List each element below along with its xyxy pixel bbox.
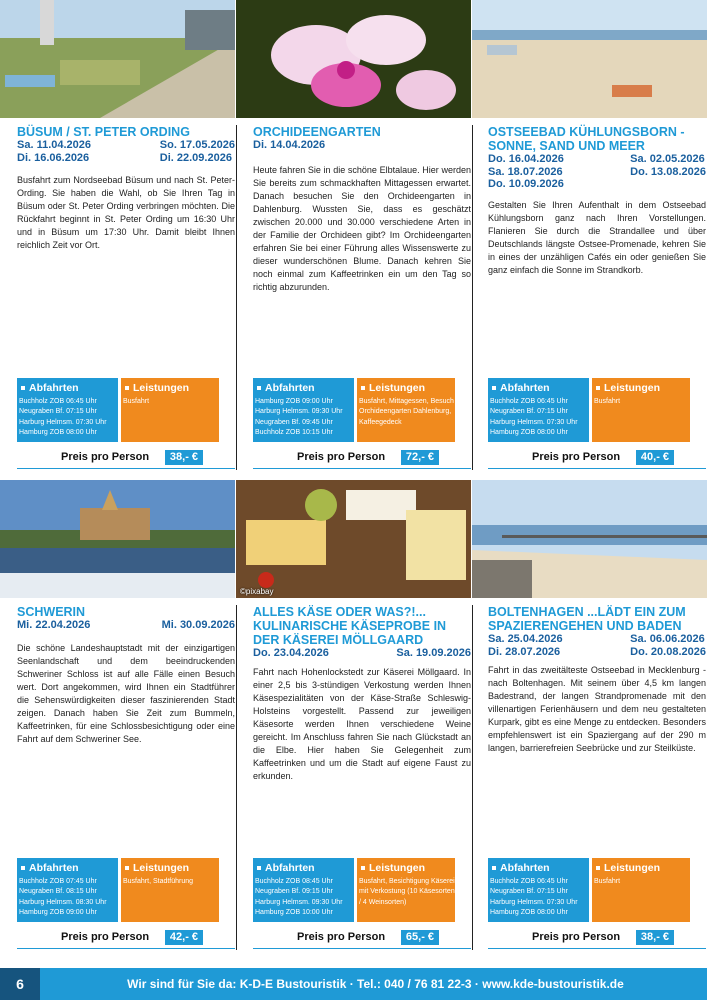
departures-box bbox=[17, 858, 118, 922]
price-value: 38,- € bbox=[636, 930, 674, 945]
date: So. 17.05.2026 bbox=[159, 139, 235, 151]
price-row bbox=[17, 449, 235, 469]
departure: Neugraben Bf. 09:45 Uhr bbox=[255, 418, 333, 426]
tour-title: OSTSEEBAD KÜHLUNGSBORN - SONNE, SAND UND MEER bbox=[488, 125, 685, 153]
price-label: Preis pro Person bbox=[532, 931, 621, 943]
departure: Hamburg ZOB 09:00 Uhr bbox=[19, 908, 97, 916]
departure: Buchholz ZOB 06:45 Uhr bbox=[490, 398, 568, 405]
departure: Neugraben Bf. 07:15 Uhr bbox=[490, 408, 568, 416]
departure: Buchholz ZOB 08:45 Uhr bbox=[255, 878, 333, 885]
departure: Neugraben Bf. 09:15 Uhr bbox=[255, 888, 333, 896]
departure: Harburg Helmsm. 09:30 Uhr bbox=[255, 408, 343, 416]
tour-title: BOLTENHAGEN ...LÄDT EIN ZUM SPAZIERENGEHEN UND BADEN bbox=[488, 605, 686, 633]
page-number: 6 bbox=[0, 968, 40, 1000]
price-value: 72,- € bbox=[401, 450, 439, 465]
footer-contact: Wir sind für Sie da: K-D-E Bustouristik · Tel.: 040 / 76 81 22-3 · www.kde-bustouristik.de bbox=[127, 977, 624, 991]
departure: Neugraben Bf. 07:15 Uhr bbox=[490, 888, 568, 896]
services-text: Busfahrt, Stadtführung bbox=[123, 878, 194, 885]
services-text: Busfahrt bbox=[594, 398, 621, 405]
tour-dates bbox=[17, 139, 235, 164]
services-text: Busfahrt, Mittagessen, Besuch Orchideengarten Dahlenburg, Kaffeegedeck bbox=[359, 398, 454, 426]
tour-schwerin bbox=[17, 605, 235, 746]
services-text: Busfahrt, Besichtigung Käserei mit Verkostung (10 Käsesorten / 4 Weinsorten) bbox=[359, 878, 455, 906]
tour-description: Fahrt in das zweitälteste Ostseebad in Mecklenburg - nach Boltenhagen. Mit seinem über 4,5 km langen Badestrand, der langen Strandpromenade mit den villenartigen Ferienhäusern und dem neu gestalteten Kurpark, gibt es eine Menge zu entdecken. Besonders empfehlenswert ist ein Spaziergang auf der 290 m langen, barrierefreien Seebrücke und zur Steilküste. bbox=[488, 665, 706, 753]
departure: Buchholz ZOB 06:45 Uhr bbox=[19, 398, 97, 405]
tour-dates bbox=[253, 139, 471, 152]
column-divider bbox=[236, 605, 237, 950]
date: Mi. 22.04.2026 bbox=[17, 619, 91, 631]
services-heading: Leistungen bbox=[369, 862, 426, 874]
photo-cheese-platter bbox=[236, 480, 471, 598]
price-label: Preis pro Person bbox=[297, 451, 386, 463]
departure: Buchholz ZOB 06:45 Uhr bbox=[490, 878, 568, 885]
photo-orchid bbox=[236, 0, 471, 118]
tour-dates bbox=[488, 633, 706, 658]
date: Do. 13.08.2026 bbox=[630, 165, 706, 178]
price-label: Preis pro Person bbox=[532, 451, 621, 463]
departures-box bbox=[17, 378, 118, 442]
tour-description: Busfahrt zum Nordseebad Büsum und nach St. Peter-Ording. Sie haben die Wahl, ob Sie Ihren Tag in Büsum oder St. Peter Ording verbringen möchten. Die Rückfahrt beginnt in St. Peter Ording um 16:30 Uhr und in Büsum um 17:30 Uhr. Damit bleibt Ihnen reichlich Zeit vor Ort. bbox=[17, 175, 235, 250]
tour-kaese bbox=[253, 605, 471, 783]
photo-kuehlungsborn-beach bbox=[472, 0, 707, 118]
date: Sa. 06.06.2026 bbox=[630, 633, 705, 645]
services-text: Busfahrt bbox=[594, 878, 621, 885]
price-row bbox=[488, 449, 706, 469]
departure: Harburg Helmsm. 08:30 Uhr bbox=[19, 898, 107, 906]
tour-title: ORCHIDEENGARTEN bbox=[253, 125, 381, 139]
tour-kuehlungsborn bbox=[488, 125, 706, 277]
tour-dates bbox=[488, 153, 706, 191]
tour-description: Gestalten Sie Ihren Aufenthalt in dem Ostseebad Kühlungsborn ganz nach Ihren Vorstellungen. Flanieren Sie durch die Strandallee und über Deutschlands längste Ostsee-Promenade, kehren Sie in eines der unzähligen Cafés ein oder genießen Sie ganz einfach die Sonne im Strandkorb. bbox=[488, 199, 706, 275]
services-heading: Leistungen bbox=[133, 382, 190, 394]
departure: Buchholz ZOB 10:15 Uhr bbox=[255, 428, 333, 436]
services-box bbox=[592, 378, 690, 442]
date: Sa. 19.09.2026 bbox=[396, 647, 471, 659]
departures-heading: Abfahrten bbox=[500, 862, 550, 874]
services-box bbox=[357, 858, 455, 922]
date: Sa. 18.07.2026 bbox=[488, 165, 563, 178]
departure: Neugraben Bf. 07:15 Uhr bbox=[19, 408, 97, 416]
services-heading: Leistungen bbox=[604, 382, 661, 394]
departures-heading: Abfahrten bbox=[500, 382, 550, 394]
date: Di. 22.09.2026 bbox=[159, 151, 232, 164]
departures-box bbox=[488, 378, 589, 442]
price-label: Preis pro Person bbox=[61, 451, 150, 463]
departures-heading: Abfahrten bbox=[265, 862, 315, 874]
price-row bbox=[488, 929, 706, 949]
column-divider bbox=[236, 125, 237, 470]
departures-heading: Abfahrten bbox=[29, 862, 79, 874]
price-value: 40,- € bbox=[636, 450, 674, 465]
services-box bbox=[592, 858, 690, 922]
departures-box bbox=[253, 858, 354, 922]
tour-title: BÜSUM / ST. PETER ORDING bbox=[17, 125, 190, 139]
departure: Harburg Helmsm. 07:30 Uhr bbox=[490, 418, 578, 426]
tour-buesum bbox=[17, 125, 235, 252]
departures-box bbox=[253, 378, 354, 442]
services-box bbox=[121, 378, 219, 442]
tour-description: Die schöne Landeshauptstadt mit der einzigartigen Seenlandschaft und dem beeindruckenden Schweriner Schloss ist auf alle Fälle einen Besuch wert. Dort angekommen, wird Ihnen ein Stadtführer die Sehenswürdigkeiten dieser faszinierenden Stadt zeigen. Danach haben Sie Zeit zum Bummeln, Kaffeetrinken, für eine Schlossbesichtigung oder eine Fahrt auf dem Schweriner See. bbox=[17, 642, 235, 744]
photo-schwerin-castle bbox=[0, 480, 235, 598]
services-box bbox=[121, 858, 219, 922]
photo-credit: ©pixabay bbox=[240, 587, 274, 596]
date: Sa. 11.04.2026 bbox=[17, 139, 92, 151]
departure: Hamburg ZOB 10:00 Uhr bbox=[255, 908, 333, 916]
date: Mi. 30.09.2026 bbox=[161, 619, 235, 631]
price-value: 38,- € bbox=[165, 450, 203, 465]
date: Do. 16.04.2026 bbox=[488, 153, 564, 165]
departure: Neugraben Bf. 08:15 Uhr bbox=[19, 888, 97, 896]
tour-title: SCHWERIN bbox=[17, 605, 86, 619]
services-heading: Leistungen bbox=[133, 862, 190, 874]
tour-dates bbox=[253, 647, 471, 660]
departure: Harburg Helmsm. 09:30 Uhr bbox=[255, 898, 343, 906]
date: Sa. 02.05.2026 bbox=[630, 153, 705, 165]
price-row bbox=[17, 929, 235, 949]
departures-box bbox=[488, 858, 589, 922]
services-box bbox=[357, 378, 455, 442]
departure: Hamburg ZOB 08:00 Uhr bbox=[490, 428, 568, 436]
date: Do. 10.09.2026 bbox=[488, 178, 564, 190]
photo-boltenhagen-pier bbox=[472, 480, 707, 598]
departure: Harburg Helmsm. 07:30 Uhr bbox=[490, 898, 578, 906]
services-heading: Leistungen bbox=[604, 862, 661, 874]
departure: Harburg Helmsm. 07:30 Uhr bbox=[19, 418, 107, 426]
price-value: 65,- € bbox=[401, 930, 439, 945]
footer-bar bbox=[0, 968, 707, 1000]
departure: Hamburg ZOB 08:00 Uhr bbox=[490, 908, 568, 916]
photo-buesum-promenade bbox=[0, 0, 235, 118]
date: Do. 23.04.2026 bbox=[253, 647, 329, 659]
price-label: Preis pro Person bbox=[61, 931, 150, 943]
tour-boltenhagen bbox=[488, 605, 706, 755]
tour-description: Heute fahren Sie in die schöne Elbtalaue. Hier werden Sie bereits zum schmackhaften Mittagessen erwartet. Danach besuchen Sie den Orchideengarten in Dahlenburg. Wussten Sie, dass es geschätzt zwischen 20.000 und 30.000 verschiedene Arten in der Familie der Orchideen gibt? Im Orchideengarten erfahren Sie bei einer Führung alles Wissenswerte zu dieser wunderschönen Blume. Danach kehren Sie noch einmal zum Kaffeetrinken ein um den Tag so richtig abzurunden. bbox=[253, 164, 471, 292]
departure: Hamburg ZOB 08:00 Uhr bbox=[19, 428, 97, 436]
price-value: 42,- € bbox=[165, 930, 203, 945]
tour-title: ALLES KÄSE ODER WAS?!... KULINARISCHE KÄSEPROBE IN DER KÄSEREI MÖLLGAARD bbox=[253, 605, 447, 647]
price-row bbox=[253, 449, 471, 469]
tour-dates bbox=[17, 619, 235, 632]
date: Di. 16.06.2026 bbox=[17, 151, 90, 164]
tour-orchideengarten bbox=[253, 125, 471, 294]
services-heading: Leistungen bbox=[369, 382, 426, 394]
price-row bbox=[253, 929, 471, 949]
tour-description: Fahrt nach Hohenlockstedt zur Käserei Möllgaard. In einer 2,5 bis 3-stündigen Verkostung werden Ihnen Käsespezialitäten von der Käse-Straße Schleswig-Holsteins vorgestellt. Passend zur jeweiligen Käsesorte werden Ihnen verschiedene Weine gereicht. Im Anschluss fahren Sie nach Glückstadt an die Elbe. Hier haben Sie Gelegenheit zum Kaffeetrinken und um die Stadt auf eigene Faust zu erkunden. bbox=[253, 666, 471, 781]
departure: Hamburg ZOB 09:00 Uhr bbox=[255, 398, 333, 405]
date: Sa. 25.04.2026 bbox=[488, 633, 563, 645]
price-label: Preis pro Person bbox=[297, 931, 386, 943]
departures-heading: Abfahrten bbox=[265, 382, 315, 394]
departures-heading: Abfahrten bbox=[29, 382, 79, 394]
column-divider bbox=[472, 605, 473, 950]
date: Do. 20.08.2026 bbox=[630, 645, 706, 658]
date: Di. 14.04.2026 bbox=[253, 139, 326, 151]
services-text: Busfahrt bbox=[123, 398, 150, 405]
departure: Buchholz ZOB 07:45 Uhr bbox=[19, 878, 97, 885]
column-divider bbox=[472, 125, 473, 470]
date: Di. 28.07.2026 bbox=[488, 645, 561, 658]
